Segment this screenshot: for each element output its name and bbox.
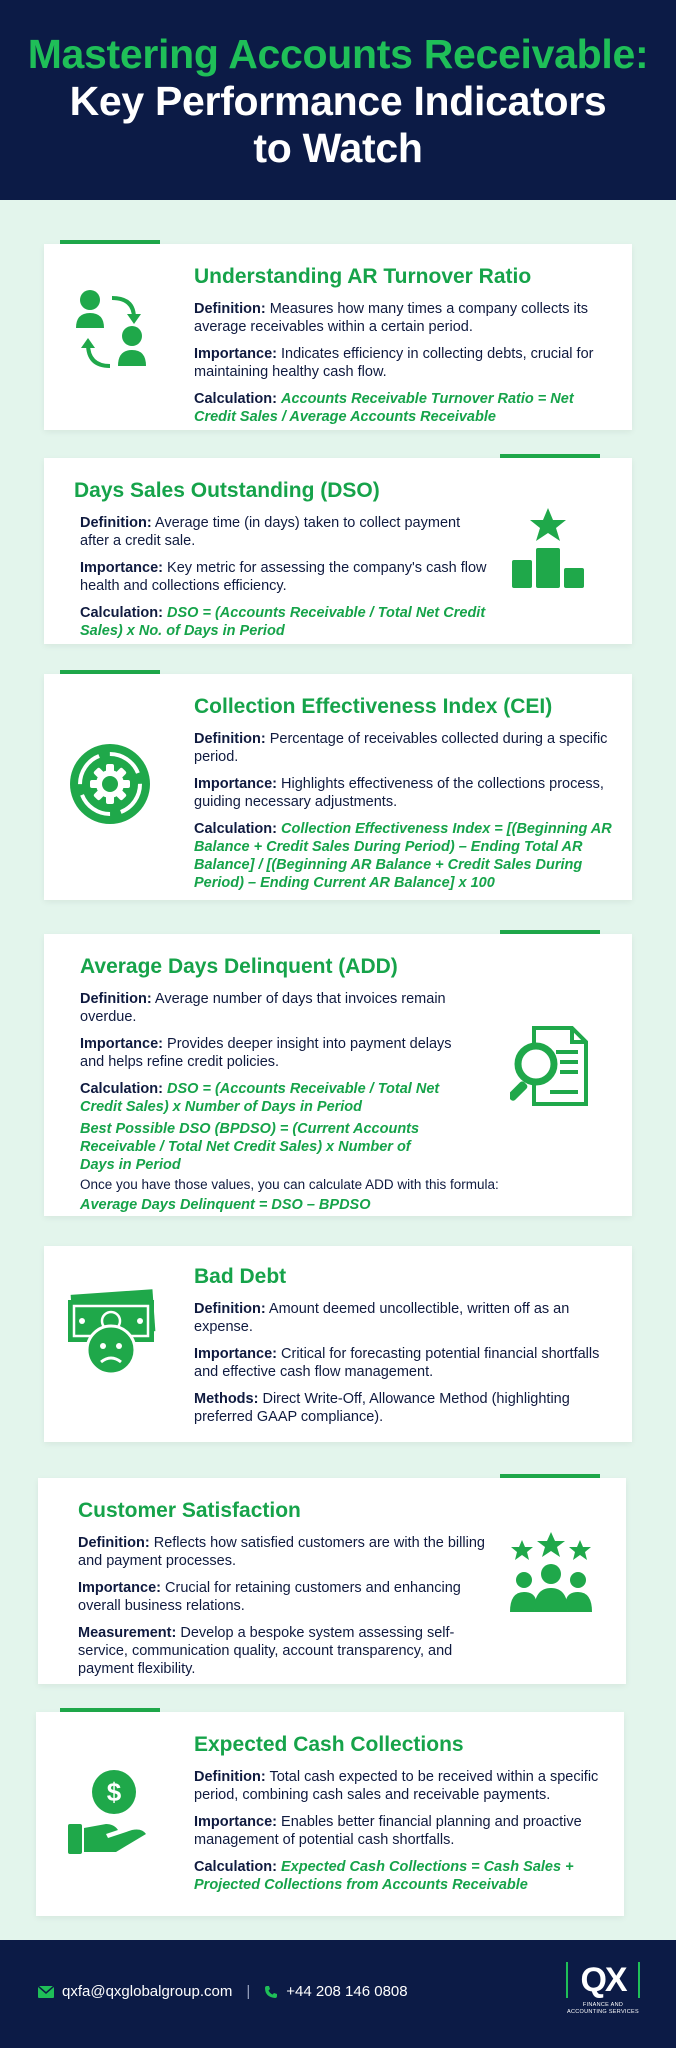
contact-separator: |	[246, 1983, 251, 2000]
measurement-value: Develop a bespoke system assessing self-service, communication quality, account transparency, and payment flexibility.	[78, 1625, 455, 1677]
importance-text	[194, 1813, 610, 1849]
definition-text	[194, 300, 614, 336]
definition-value: Percentage of receivables collected during a specific period.	[194, 731, 608, 765]
importance-label: Importance:	[194, 776, 277, 792]
definition-label: Definition:	[194, 1301, 266, 1317]
document-search-icon	[510, 1024, 590, 1108]
calculation-formula: Accounts Receivable Turnover Ratio = Net Credit Sales / Average Accounts Receivable	[194, 391, 574, 425]
definition-value: Measures how many times a company collects its average receivables within a certain period.	[194, 301, 589, 335]
importance-label: Importance:	[194, 1346, 277, 1362]
importance-label: Importance:	[194, 1814, 277, 1830]
customers-stars-icon	[508, 1530, 594, 1616]
section-body	[194, 1300, 614, 1435]
podium-star-icon	[508, 504, 588, 594]
logo-tagline-1: FINANCE AND	[582, 2002, 624, 2008]
importance-value: Indicates efficiency in collecting debts, crucial for maintaining healthy cash flow.	[194, 346, 594, 380]
importance-value: Enables better financial planning and proactive management of potential cash shortfalls.	[194, 1814, 582, 1848]
importance-value: Provides deeper insight into payment delays and helps refine credit policies.	[80, 1036, 452, 1070]
page-title-line-1: Mastering Accounts Receivable:	[27, 31, 649, 77]
page-title-line-2: Key Performance Indicators	[69, 78, 607, 124]
section-card-dso	[44, 458, 632, 644]
footer	[0, 1940, 676, 2048]
definition-text	[78, 1534, 498, 1570]
calculation-formula: DSO = (Accounts Receivable / Total Net Credit Sales) x Number of Days in Period	[80, 1081, 440, 1115]
calculation-text	[194, 390, 614, 426]
qx-logo	[566, 1962, 640, 2026]
section-title: Average Days Delinquent (ADD)	[80, 955, 398, 978]
definition-text	[80, 514, 490, 550]
section-card-add	[44, 934, 632, 1216]
definition-label: Definition:	[80, 991, 152, 1007]
calculation-label: Calculation:	[194, 391, 277, 407]
importance-label: Importance:	[80, 560, 163, 576]
add-formula: Average Days Delinquent = DSO – BPDSO	[80, 1197, 371, 1213]
section-body	[78, 1534, 498, 1687]
importance-value: Highlights effectiveness of the collections process, guiding necessary adjustments.	[194, 776, 604, 810]
definition-label: Definition:	[80, 515, 152, 531]
bpdso-formula: Best Possible DSO (BPDSO) = (Current Accounts Receivable / Total Net Credit Sales) x Number of Days in Period	[80, 1121, 420, 1173]
definition-label: Definition:	[78, 1535, 150, 1551]
definition-text	[80, 990, 460, 1026]
importance-value: Critical for forecasting potential financial shortfalls and effective cash flow management.	[194, 1346, 600, 1380]
importance-text	[78, 1579, 498, 1615]
importance-text	[194, 345, 614, 381]
importance-text	[194, 775, 614, 811]
definition-text	[194, 730, 614, 766]
hand-dollar-icon	[66, 1768, 150, 1858]
calculation-formula: Collection Effectiveness Index = [(Beginning AR Balance + Credit Sales During Period) – Ending Total AR Balance] / [(Beginning AR Balance + Credit Sales During Period) – Ending Current AR Balance] x 100	[194, 821, 612, 891]
calculation-formula: Expected Cash Collections = Cash Sales + Projected Collections from Accounts Receivable	[194, 1859, 574, 1893]
people-exchange-icon	[72, 288, 152, 374]
section-card-bad-debt	[44, 1246, 632, 1442]
methods-label: Methods:	[194, 1391, 259, 1407]
section-body	[194, 1768, 610, 1903]
header-banner	[0, 0, 676, 200]
importance-value: Key metric for assessing the company's cash flow health and collections efficiency.	[80, 560, 487, 594]
section-card-expected-cash	[36, 1712, 624, 1916]
calculation-text	[194, 1858, 610, 1894]
importance-label: Importance:	[78, 1580, 161, 1596]
definition-text	[194, 1300, 614, 1336]
calculation-label: Calculation:	[194, 1859, 277, 1875]
calculation-text	[80, 1080, 440, 1116]
methods-value: Direct Write-Off, Allowance Method (highlighting preferred GAAP compliance).	[194, 1391, 570, 1425]
calculation-text	[80, 604, 490, 640]
section-body	[80, 514, 490, 649]
section-title: Understanding AR Turnover Ratio	[194, 265, 532, 288]
importance-text	[80, 559, 490, 595]
section-body	[194, 730, 614, 901]
email-link[interactable]: qxfa@qxglobalgroup.com	[62, 1983, 233, 2000]
calculation-text	[194, 820, 614, 892]
measurement-text	[78, 1624, 498, 1678]
definition-value: Average number of days that invoices remain overdue.	[80, 991, 446, 1025]
section-title: Collection Effectiveness Index (CEI)	[194, 695, 553, 718]
section-title: Days Sales Outstanding (DSO)	[74, 479, 380, 502]
sad-money-icon	[64, 1288, 160, 1380]
definition-value: Amount deemed uncollectible, written off as an expense.	[194, 1301, 570, 1335]
measurement-label: Measurement:	[78, 1625, 177, 1641]
phone-link[interactable]: +44 208 146 0808	[286, 1983, 408, 2000]
logo-mark: QX	[566, 1962, 640, 1998]
section-title: Bad Debt	[194, 1265, 287, 1288]
calculation-formula: DSO = (Accounts Receivable / Total Net Credit Sales) x No. of Days in Period	[80, 605, 486, 639]
definition-value: Total cash expected to be received within a specific period, combining cash sales and receivable payments.	[194, 1769, 599, 1803]
definition-value: Reflects how satisfied customers are with the billing and payment processes.	[78, 1535, 485, 1569]
importance-value: Crucial for retaining customers and enhancing overall business relations.	[78, 1580, 461, 1614]
section-title: Customer Satisfaction	[78, 1499, 301, 1522]
svg-text:$: $	[106, 1777, 122, 1807]
phone-icon	[264, 1985, 278, 1999]
importance-label: Importance:	[194, 346, 277, 362]
definition-label: Definition:	[194, 1769, 266, 1785]
section-title: Expected Cash Collections	[194, 1733, 464, 1756]
definition-label: Definition:	[194, 731, 266, 747]
email-icon	[38, 1986, 54, 1998]
calculation-label: Calculation:	[80, 1081, 163, 1097]
page-title-line-3: to Watch	[253, 125, 423, 171]
definition-text	[194, 1768, 610, 1804]
importance-text	[80, 1035, 460, 1071]
section-card-customer-satisfaction	[38, 1478, 626, 1684]
importance-text	[194, 1345, 614, 1381]
contact-info	[38, 1983, 408, 2000]
section-card-ar-turnover	[44, 244, 632, 430]
section-body	[80, 990, 520, 1223]
logo-tagline-2: ACCOUNTING SERVICES	[567, 2009, 639, 2015]
definition-value: Average time (in days) taken to collect payment after a credit sale.	[80, 515, 461, 549]
methods-text	[194, 1390, 614, 1426]
add-note: Once you have those values, you can calculate ADD with this formula:	[80, 1177, 499, 1192]
gear-cycle-icon	[68, 742, 152, 826]
definition-label: Definition:	[194, 301, 266, 317]
section-card-cei	[44, 674, 632, 900]
importance-label: Importance:	[80, 1036, 163, 1052]
calculation-label: Calculation:	[194, 821, 277, 837]
section-body	[194, 300, 614, 435]
calculation-label: Calculation:	[80, 605, 163, 621]
